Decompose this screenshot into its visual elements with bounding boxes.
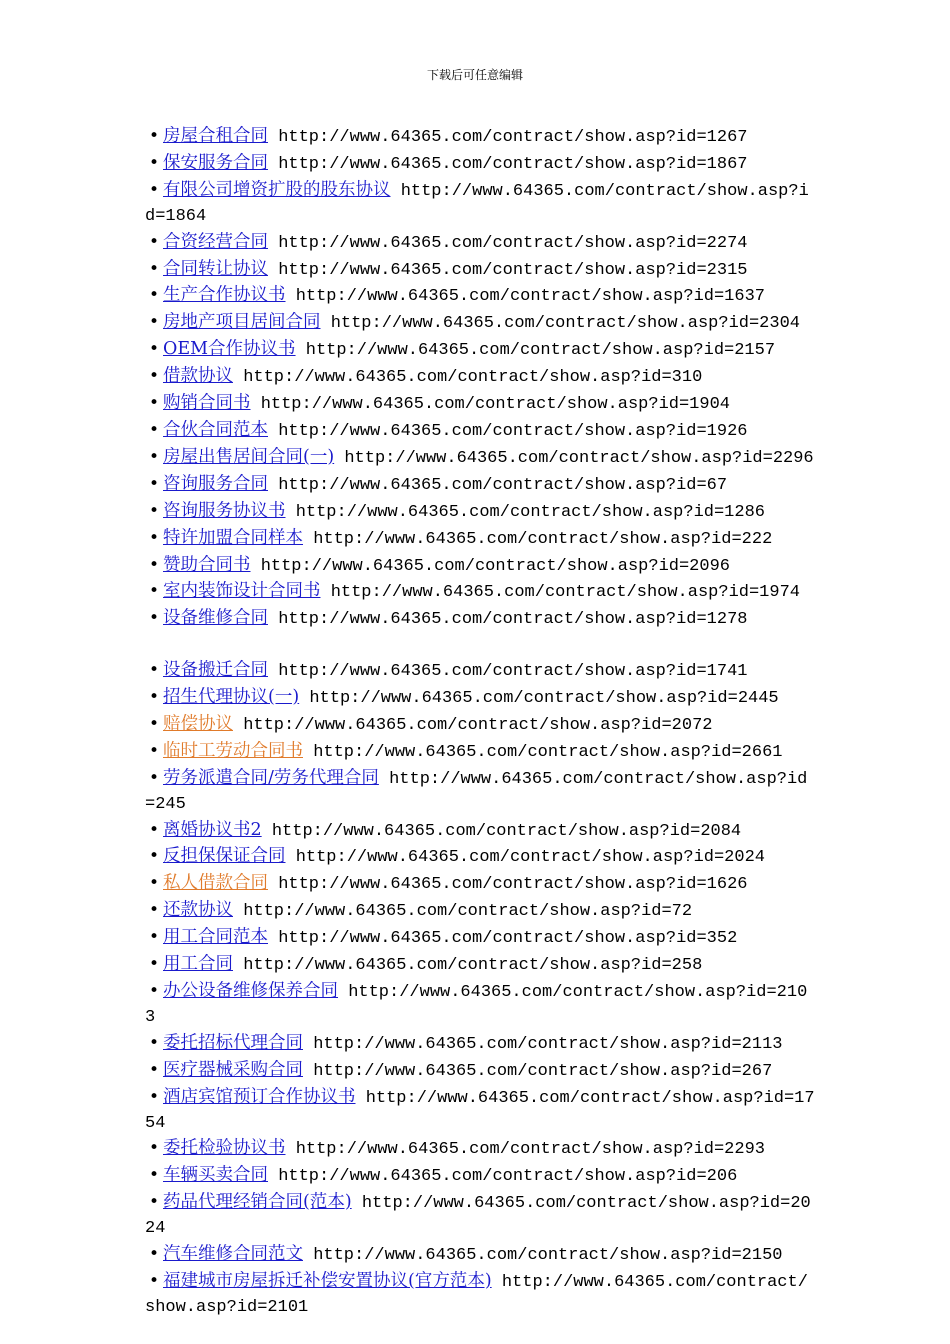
contract-title-link[interactable]: 房屋合租合同 — [163, 126, 268, 146]
contract-title-link[interactable]: 反担保保证合同 — [163, 846, 286, 867]
contract-url: http://www.64365.com/contract/show.asp?id=1754 — [145, 1088, 815, 1133]
contract-url: http://www.64365.com/contract/show.asp?id=352 — [278, 929, 738, 949]
contract-url: http://www.64365.com/contract/show.asp?id=1637 — [295, 287, 765, 307]
bullet-icon: • — [148, 152, 160, 173]
bullet-icon: • — [148, 500, 160, 521]
contract-entry — [145, 445, 815, 472]
bullet-icon: • — [148, 1059, 160, 1080]
contract-title-link[interactable]: 临时工劳动合同书 — [163, 740, 303, 761]
contract-entry — [145, 553, 815, 580]
contract-url: http://www.64365.com/contract/show.asp?id=2296 — [344, 448, 814, 468]
bullet-icon: • — [148, 687, 160, 708]
contract-title-link[interactable]: 设备维修合同 — [163, 608, 268, 629]
contract-url: http://www.64365.com/contract/show.asp?id=2157 — [305, 341, 776, 361]
contract-url: http://www.64365.com/contract/show.asp?id=2024 — [145, 1194, 811, 1239]
contract-title-link[interactable]: 房屋出售居间合同(一) — [163, 446, 335, 467]
contract-entry — [145, 472, 815, 499]
contract-url: http://www.64365.com/contract/show.asp?id=2661 — [313, 742, 783, 762]
bullet-icon: • — [148, 819, 160, 840]
bullet-icon: • — [148, 473, 160, 494]
contract-entry — [145, 364, 815, 391]
bullet-icon: • — [148, 846, 160, 867]
contract-title-link[interactable]: 离婚协议书2 — [163, 819, 262, 840]
contract-entry — [145, 898, 815, 925]
bullet-icon: • — [148, 713, 160, 734]
contract-title-link[interactable]: 合资经营合同 — [163, 231, 268, 252]
contract-url: http://www.64365.com/contract/show.asp?id=2150 — [313, 1246, 783, 1266]
contract-url: http://www.64365.com/contract/show.asp?id=67 — [278, 475, 728, 495]
bullet-icon: • — [148, 1165, 160, 1186]
contract-url: http://www.64365.com/contract/show.asp?id=1867 — [278, 154, 748, 174]
contract-entry — [145, 1085, 815, 1137]
contract-entry — [145, 685, 815, 712]
contract-title-link[interactable]: 福建城市房屋拆迁补偿安置协议(官方范本) — [163, 1270, 492, 1291]
contract-url: http://www.64365.com/contract/show.asp?id=2024 — [295, 848, 765, 868]
contract-title-link[interactable]: 私人借款合同 — [163, 873, 268, 894]
bullet-icon: • — [148, 1086, 160, 1107]
contract-url: http://www.64365.com/contract/show.asp?id=1626 — [278, 875, 748, 895]
contract-title-link[interactable]: 车辆买卖合同 — [163, 1165, 268, 1186]
contract-entry — [145, 257, 815, 284]
contract-entry — [145, 606, 815, 633]
contract-url: http://www.64365.com/contract/show.asp?id=245 — [145, 769, 808, 814]
bullet-icon: • — [148, 179, 160, 200]
contract-entry — [145, 766, 815, 818]
bullet-icon: • — [148, 740, 160, 761]
contract-title-link[interactable]: 委托招标代理合同 — [163, 1032, 303, 1053]
contract-url: http://www.64365.com/contract/show.asp?id=1278 — [278, 610, 748, 630]
bullet-icon: • — [148, 258, 160, 279]
bullet-icon: • — [148, 900, 160, 921]
contract-entry — [145, 952, 815, 979]
contract-entry — [145, 844, 815, 871]
contract-entry — [145, 1242, 815, 1269]
contract-url: http://www.64365.com/contract/show.asp?id=2096 — [260, 556, 730, 576]
contract-title-link[interactable]: 有限公司增资扩股的股东协议 — [163, 179, 391, 200]
page-header: 下载后可任意编辑 — [426, 68, 523, 82]
contract-title-link[interactable]: 酒店宾馆预订合作协议书 — [163, 1086, 356, 1107]
contract-entry — [145, 739, 815, 766]
contract-entry — [145, 151, 815, 178]
contract-url: http://www.64365.com/contract/show.asp?id=2274 — [278, 233, 748, 253]
contract-entry — [145, 658, 815, 685]
contract-entry — [145, 579, 815, 606]
bullet-icon: • — [148, 393, 160, 414]
contract-entry — [145, 418, 815, 445]
bullet-icon: • — [148, 980, 160, 1001]
contract-url: http://www.64365.com/contract/show.asp?id=258 — [243, 956, 703, 976]
contract-url: http://www.64365.com/contract/show.asp?id=2304 — [330, 314, 800, 334]
bullet-icon: • — [148, 126, 160, 146]
bullet-icon: • — [148, 581, 160, 602]
contract-url: http://www.64365.com/contract/show.asp?id=2103 — [145, 982, 808, 1027]
bullet-icon: • — [148, 1138, 160, 1159]
contract-entry — [145, 230, 815, 257]
contract-entry — [145, 337, 815, 364]
contract-title-link[interactable]: 还款协议 — [163, 900, 233, 921]
contract-url: http://www.64365.com/contract/show.asp?id=2315 — [278, 260, 748, 280]
contract-entry — [145, 979, 815, 1031]
contract-title-link[interactable]: 用工合同 — [163, 954, 233, 975]
contract-title-link[interactable]: 设备搬迁合同 — [163, 660, 268, 681]
contract-title-link[interactable]: 办公设备维修保养合同 — [163, 980, 338, 1001]
contract-title-link[interactable]: 委托检验协议书 — [163, 1138, 286, 1159]
contract-url: http://www.64365.com/contract/show.asp?id=1286 — [295, 502, 765, 522]
contract-title-link[interactable]: 室内装饰设计合同书 — [163, 581, 321, 602]
contract-title-link[interactable]: 赔偿协议 — [163, 713, 233, 734]
contract-url: http://www.64365.com/contract/show.asp?id=72 — [243, 902, 693, 922]
contract-link-list — [145, 124, 815, 1321]
contract-title-link[interactable]: 汽车维修合同范文 — [163, 1244, 303, 1265]
contract-title-link[interactable]: 合同转让协议 — [163, 258, 268, 279]
contract-entry — [145, 1031, 815, 1058]
contract-title-link[interactable]: 医疗器械采购合同 — [163, 1059, 303, 1080]
contract-entry — [145, 712, 815, 739]
bullet-icon: • — [148, 1192, 160, 1213]
contract-title-link[interactable]: 房地产项目居间合同 — [163, 312, 321, 333]
section-gap — [145, 633, 815, 658]
bullet-icon: • — [148, 231, 160, 252]
bullet-icon: • — [148, 927, 160, 948]
contract-title-link[interactable]: 保安服务合同 — [163, 152, 268, 173]
contract-entry — [145, 391, 815, 418]
contract-url: http://www.64365.com/contract/show.asp?id=206 — [278, 1167, 738, 1187]
bullet-icon: • — [148, 767, 160, 788]
contract-url: http://www.64365.com/contract/show.asp?id=222 — [313, 529, 773, 549]
contract-title-link[interactable]: 咨询服务协议书 — [163, 500, 286, 521]
contract-entry — [145, 1163, 815, 1190]
contract-entry — [145, 1269, 815, 1321]
contract-entry — [145, 818, 815, 845]
contract-url: http://www.64365.com/contract/show.asp?id=1741 — [278, 662, 748, 682]
contract-url: http://www.64365.com/contract/show.asp?id=2113 — [313, 1034, 783, 1054]
contract-url: http://www.64365.com/contract/show.asp?id=310 — [243, 368, 703, 388]
contract-url: http://www.64365.com/contract/show.asp?id=2293 — [295, 1140, 765, 1160]
bullet-icon: • — [148, 1032, 160, 1053]
contract-url: http://www.64365.com/contract/show.asp?id=1926 — [278, 421, 748, 441]
contract-url: http://www.64365.com/contract/show.asp?id=267 — [313, 1061, 773, 1081]
bullet-icon: • — [148, 954, 160, 975]
contract-title-link[interactable]: 赞助合同书 — [163, 554, 251, 575]
contract-url: http://www.64365.com/contract/show.asp?id=1904 — [260, 395, 730, 415]
bullet-icon: • — [148, 446, 160, 467]
contract-url: http://www.64365.com/contract/show.asp?id=1267 — [278, 128, 748, 147]
contract-entry — [145, 1058, 815, 1085]
contract-title-link[interactable]: 特许加盟合同样本 — [163, 527, 303, 548]
contract-entry — [145, 124, 815, 151]
bullet-icon: • — [148, 527, 160, 548]
contract-entry — [145, 499, 815, 526]
contract-url: http://www.64365.com/contract/show.asp?id=1864 — [145, 181, 809, 226]
bullet-icon: • — [148, 1244, 160, 1265]
contract-title-link[interactable]: 生产合作协议书 — [163, 285, 286, 306]
bullet-icon: • — [148, 419, 160, 440]
contract-entry — [145, 178, 815, 230]
bullet-icon: • — [148, 660, 160, 681]
contract-title-link[interactable]: 咨询服务合同 — [163, 473, 268, 494]
contract-title-link[interactable]: 劳务派遣合同/劳务代理合同 — [163, 767, 379, 788]
contract-entry — [145, 310, 815, 337]
contract-entry — [145, 1136, 815, 1163]
contract-entry — [145, 283, 815, 310]
contract-title-link[interactable]: 用工合同范本 — [163, 927, 268, 948]
contract-entry — [145, 871, 815, 898]
contract-title-link[interactable]: OEM合作协议书 — [163, 339, 296, 360]
bullet-icon: • — [148, 554, 160, 575]
contract-entry — [145, 925, 815, 952]
bullet-icon: • — [148, 366, 160, 387]
contract-title-link[interactable]: 购销合同书 — [163, 393, 251, 414]
contract-title-link[interactable]: 合伙合同范本 — [163, 419, 268, 440]
contract-entry — [145, 1190, 815, 1242]
bullet-icon: • — [148, 339, 160, 360]
bullet-icon: • — [148, 873, 160, 894]
contract-entry — [145, 526, 815, 553]
contract-url: http://www.64365.com/contract/show.asp?id=2101 — [145, 1272, 808, 1317]
contract-url: http://www.64365.com/contract/show.asp?id=1974 — [330, 583, 800, 603]
contract-title-link[interactable]: 药品代理经销合同(范本) — [163, 1192, 352, 1213]
contract-url: http://www.64365.com/contract/show.asp?id=2072 — [243, 715, 713, 735]
bullet-icon: • — [148, 1270, 160, 1291]
contract-title-link[interactable]: 借款协议 — [163, 366, 233, 387]
contract-title-link[interactable]: 招生代理协议(一) — [163, 687, 300, 708]
bullet-icon: • — [148, 285, 160, 306]
bullet-icon: • — [148, 312, 160, 333]
contract-url: http://www.64365.com/contract/show.asp?id=2445 — [309, 689, 779, 709]
bullet-icon: • — [148, 608, 160, 629]
contract-url: http://www.64365.com/contract/show.asp?id=2084 — [271, 821, 742, 841]
